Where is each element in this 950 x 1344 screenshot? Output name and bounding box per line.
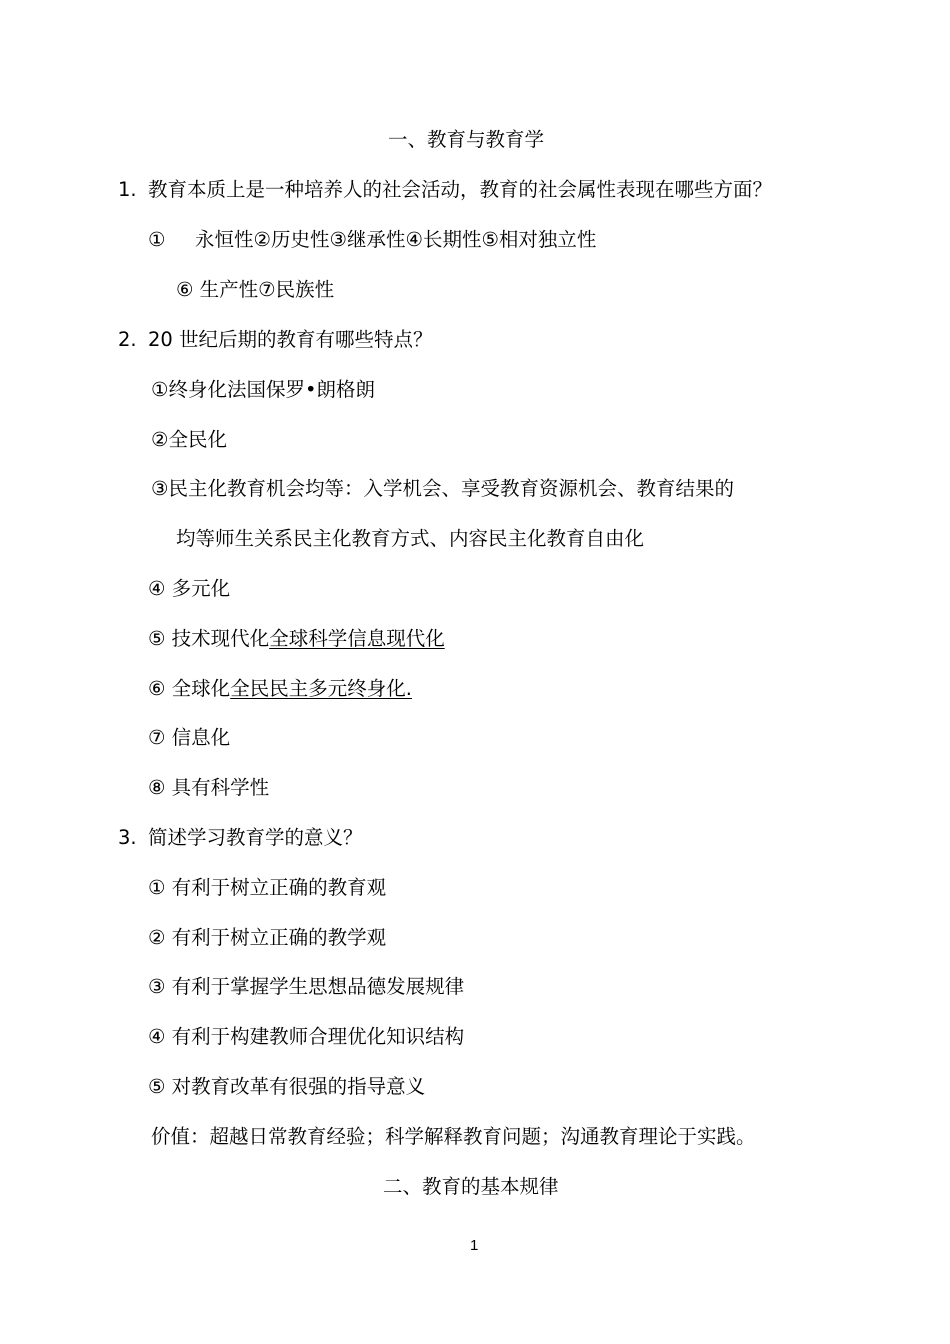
q2-answer-4: ④ 多元化 [148,577,231,600]
q2-answer-8: ⑧ 具有科学性 [148,776,270,799]
page-number: 1 [470,1237,479,1254]
question-3-text: 简述学习教育学的意义？ [148,826,363,849]
q2-answer-2: ②全民化 [151,428,227,451]
section-title-2: 二、教育的基本规律 [383,1175,559,1198]
q3-answer-3: ③ 有利于掌握学生思想品德发展规律 [148,975,465,998]
q2-answer-6-prefix: ⑥ 全球化 [148,677,231,700]
q3-value-statement: 价值：超越日常教育经验；科学解释教育问题；沟通教育理论于实践。 [151,1125,756,1148]
question-3-number: 3. [118,826,137,849]
q2-answer-3-line-1: ③民主化教育机会均等：入学机会、享受教育资源机会、教育结果的 [151,477,734,500]
q1-answer-line-2: ⑥ 生产性⑦民族性 [176,278,335,301]
q2-answer-7: ⑦ 信息化 [148,726,231,749]
question-2-text: 20 世纪后期的教育有哪些特点？ [148,328,433,351]
question-2-number: 2. [118,328,137,351]
q3-answer-1: ① 有利于树立正确的教育观 [148,876,387,899]
q2-answer-6 [148,676,412,702]
q3-answer-2: ② 有利于树立正确的教学观 [148,926,387,949]
q3-answer-5: ⑤ 对教育改革有很强的指导意义 [148,1075,426,1098]
q2-answer-3-line-2: 均等师生关系民主化教育方式、内容民主化教育自由化 [176,527,645,550]
question-1-number: 1. [118,178,137,201]
q1-answer-marker: ① [148,228,166,251]
q3-answer-4: ④ 有利于构建教师合理优化知识结构 [148,1025,465,1048]
q2-answer-6-underlined: 全民民主多元终身化. [230,677,412,700]
q2-answer-5-prefix: ⑤ 技术现代化 [148,627,270,650]
q1-answer-line-1: 永恒性②历史性③继承性④长期性⑤相对独立性 [195,228,597,251]
q2-answer-5-underlined: 全球科学信息现代化 [269,627,445,650]
q2-answer-5 [148,626,445,652]
question-1-text: 教育本质上是一种培养人的社会活动，教育的社会属性表现在哪些方面？ [148,178,773,201]
section-title-1: 一、教育与教育学 [388,128,545,151]
q2-answer-1: ①终身化法国保罗•朗格朗 [151,378,375,401]
